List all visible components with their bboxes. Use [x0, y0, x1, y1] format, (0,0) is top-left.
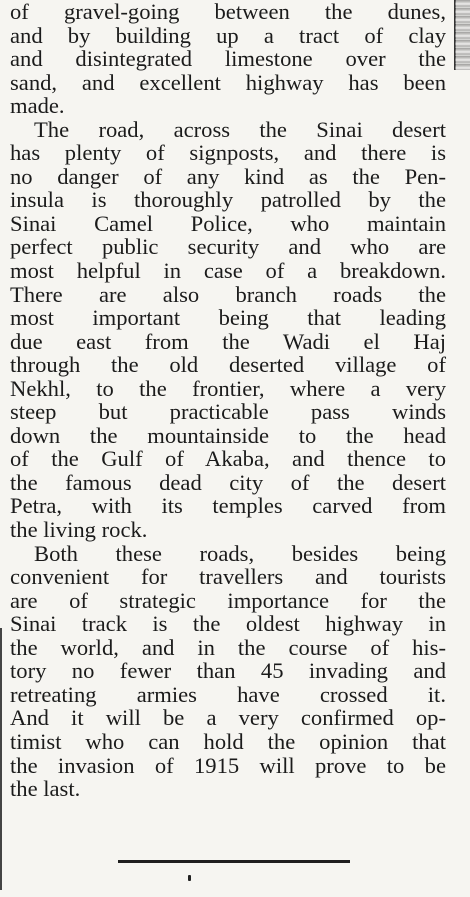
article-line: made.: [10, 93, 65, 119]
article-line: Both these roads, besides being: [34, 540, 446, 566]
end-of-article-rule: [118, 860, 350, 863]
article-line: the famous dead city of the desert: [10, 469, 446, 495]
adjacent-column-fragment: [455, 0, 470, 70]
article-line: The road, across the Sinai desert: [34, 116, 446, 142]
article-line: sand, and excellent highway has been: [10, 69, 446, 95]
article-line: most helpful in case of a breakdown.: [10, 258, 446, 284]
article-line: convenient for travellers and tourists: [10, 564, 446, 590]
left-margin-line: [0, 628, 2, 890]
article-line: insula is thoroughly patrolled by the: [10, 187, 446, 213]
article-line: down the mountainside to the head: [10, 422, 446, 448]
article-line: Nekhl, to the frontier, where a very: [10, 375, 446, 401]
article-line: the living rock.: [10, 517, 148, 543]
article-line: Sinai Camel Police, who maintain: [10, 210, 446, 236]
article-line: Sinai track is the oldest highway in: [10, 611, 446, 637]
article-line: and disintegrated limestone over the: [10, 46, 446, 72]
article-column: [10, 0, 446, 801]
article-line: has plenty of signposts, and there is: [10, 140, 446, 166]
article-line: through the old deserted village of: [10, 352, 446, 378]
article-line: And it will be a very confirmed op-: [10, 705, 446, 731]
article-line: There are also branch roads the: [10, 281, 446, 307]
article-line: retreating armies have crossed it.: [10, 681, 446, 707]
article-line: no danger of any kind as the Pen-: [10, 163, 446, 189]
article-line: the last.: [10, 776, 81, 802]
article-line: timist who can hold the opinion that: [10, 728, 446, 754]
article-line: are of strategic importance for the: [10, 587, 446, 613]
article-line: perfect public security and who are: [10, 234, 446, 260]
article-line: due east from the Wadi el Haj: [10, 328, 446, 354]
article-line: of gravel-going between the dunes,: [10, 0, 446, 24]
article-line: the world, and in the course of his-: [10, 634, 446, 660]
article-line: of the Gulf of Akaba, and thence to: [10, 446, 446, 472]
article-line: and by building up a tract of clay: [10, 22, 446, 48]
article-line: steep but practicable pass winds: [10, 399, 446, 425]
article-line: tory no fewer than 45 invading and: [10, 658, 446, 684]
article-line: the invasion of 1915 will prove to be: [10, 752, 446, 778]
article-line: Petra, with its temples carved from: [10, 493, 446, 519]
article-line: most important being that leading: [10, 305, 446, 331]
print-speck: [188, 875, 191, 881]
